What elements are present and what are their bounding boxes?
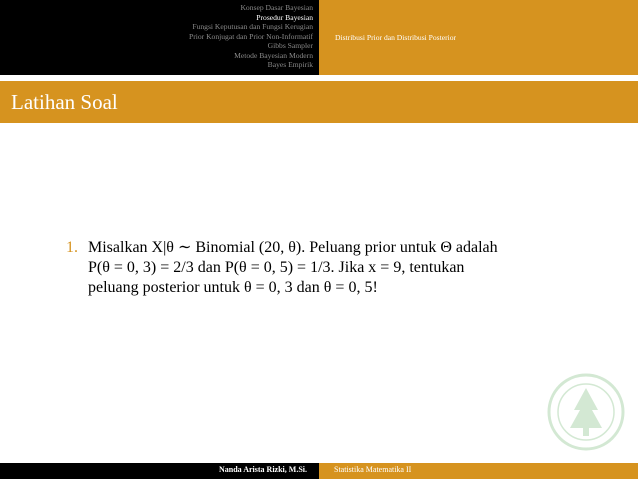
current-subsection-title[interactable]: Distribusi Prior dan Distribusi Posterior [335, 33, 457, 42]
exercise-item [66, 238, 566, 298]
footer-author: Nanda Arista Rizki, M.Si. [218, 465, 307, 474]
nav-item-konsep-dasar-bayesian[interactable]: Konsep Dasar Bayesian [240, 3, 313, 12]
exercise-text [88, 238, 498, 298]
frame-title: Latihan Soal [11, 90, 118, 114]
nav-item-bayes-empirik[interactable]: Bayes Empirik [267, 60, 313, 69]
nav-item-prior-konjugat[interactable]: Prior Konjugat dan Prior Non-Informatif [188, 31, 313, 41]
section-nav-list [189, 3, 313, 70]
exercise-line-2: P(θ = 0, 3) = 2/3 dan P(θ = 0, 5) = 1/3. Jika x = 9, tentukan [88, 259, 465, 276]
header-navigation-panel [0, 0, 319, 75]
university-logo-watermark [546, 372, 626, 452]
nav-item-metode-bayesian-modern[interactable]: Metode Bayesian Modern [234, 50, 313, 60]
header-section-panel [319, 0, 638, 75]
exercise-number: 1. [66, 239, 78, 256]
exercise-line-3: peluang posterior untuk θ = 0, 3 dan θ = 0, 5! [88, 279, 378, 296]
slide-content [66, 238, 566, 298]
footer-course-panel [319, 463, 638, 479]
nav-item-fungsi-keputusan[interactable]: Fungsi Keputusan dan Fungsi Kerugian [192, 22, 313, 31]
nav-item-prosedur-bayesian[interactable]: Prosedur Bayesian [256, 12, 313, 22]
footer-course-title: Statistika Matematika II [334, 465, 412, 474]
frame-title-bar [0, 81, 638, 123]
exercise-line-1: Misalkan X|θ ∼ Binomial (20, θ). Peluang prior untuk Θ adalah [88, 239, 498, 256]
nav-item-gibbs-sampler[interactable]: Gibbs Sampler [267, 41, 313, 50]
footer-author-panel [0, 463, 319, 479]
